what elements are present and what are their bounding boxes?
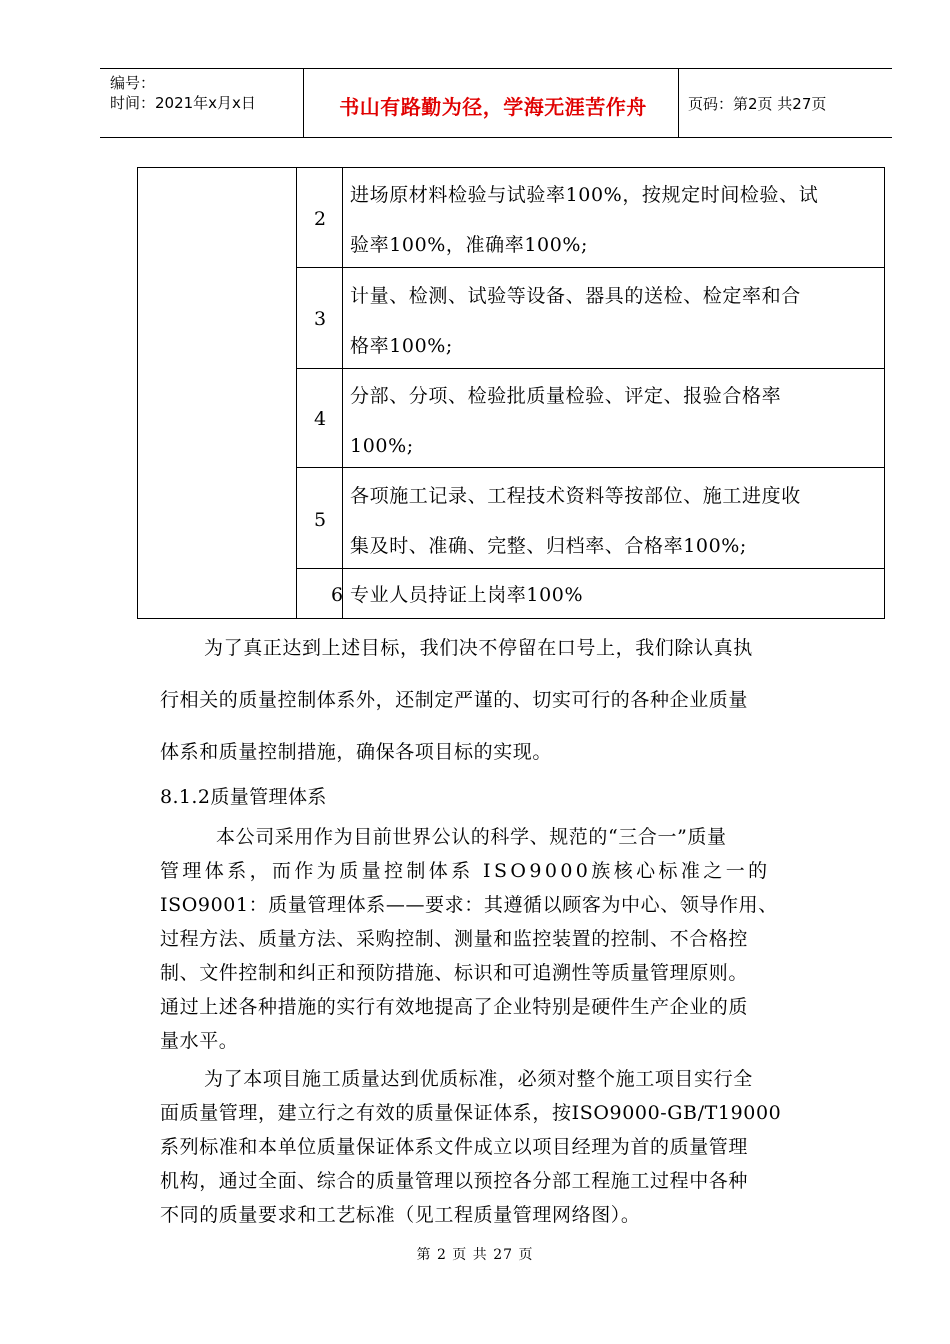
table-cell [350, 371, 880, 471]
text-line: 量水平。 [160, 1030, 239, 1052]
table-cell [350, 570, 880, 620]
paragraph-quality-system [160, 820, 850, 1058]
cell-line: 分部、分项、检验批质量检验、评定、报验合格率 [350, 385, 782, 407]
cell-line: 各项施工记录、工程技术资料等按部位、施工进度收 [350, 485, 801, 507]
text-line: 机构，通过全面、综合的质量管理以预控各分部工程施工过程中各种 [160, 1170, 749, 1192]
header-page-info: 页码：第2页 共27页 [688, 95, 827, 113]
text-line: 行相关的质量控制体系外，还制定严谨的、切实可行的各种企业质量 [160, 689, 749, 711]
text-line: 管理体系，而作为质量控制体系 ISO9000族核心标准之一的 [160, 860, 771, 882]
table-cell [350, 271, 880, 371]
section-heading: 8.1.2质量管理体系 [160, 786, 327, 808]
text-line: 不同的质量要求和工艺标准（见工程质量管理网络图）。 [160, 1204, 641, 1226]
page-footer: 第 2 页 共 27 页 [416, 1247, 534, 1263]
header-divider [303, 69, 304, 137]
text-line: 通过上述各种措施的实行有效地提高了企业特别是硬件生产企业的质 [160, 996, 749, 1018]
row-number: 6 [331, 584, 344, 606]
page-header [100, 68, 892, 138]
cell-line: 计量、检测、试验等设备、器具的送检、检定率和合 [350, 285, 801, 307]
paragraph-project-quality [160, 1062, 850, 1232]
text-line: 制、文件控制和纠正和预防措施、标识和可追溯性等质量管理原则。 [160, 962, 749, 984]
paragraph-targets [160, 622, 850, 778]
text-line: 系列标准和本单位质量保证体系文件成立以项目经理为首的质量管理 [160, 1136, 749, 1158]
text-span: 为了本项目施工质量达到优质标准，必须对整个施工项目实行全 [204, 1068, 753, 1090]
row-number: 4 [314, 408, 327, 430]
cell-line: 格率100%; [350, 335, 453, 357]
row-number: 3 [314, 308, 327, 330]
text-line [160, 1062, 850, 1096]
row-number: 5 [314, 509, 327, 531]
text-line: 为了真正达到上述目标，我们决不停留在口号上，我们除认真执 [204, 637, 753, 659]
header-motto: 书山有路勤为径，学海无涯苦作舟 [339, 95, 647, 119]
table-cell [350, 471, 880, 571]
quality-target-table [137, 167, 885, 619]
text-span: 本公司采用作为目前世界公认的科学、规范的“三合一”质量 [216, 826, 727, 848]
text-line: 过程方法、质量方法、采购控制、测量和监控装置的控制、不合格控 [160, 928, 749, 950]
table-cell [350, 170, 880, 270]
cell-line: 集及时、准确、完整、归档率、合格率100%; [350, 535, 747, 557]
header-meta [110, 73, 256, 113]
text-line: ISO9001：质量管理体系——要求：其遵循以顾客为中心、领导作用、 [160, 894, 778, 916]
cell-line: 验率100%，准确率100%; [350, 234, 589, 256]
cell-line: 专业人员持证上岗率100% [350, 584, 584, 606]
row-number: 2 [314, 208, 327, 230]
cell-line: 100%; [350, 435, 414, 457]
document-time-label: 时间：2021年x月x日 [110, 94, 256, 112]
text-line: 体系和质量控制措施，确保各项目标的实现。 [160, 741, 553, 763]
table-column-divider [342, 168, 343, 618]
cell-line: 进场原材料检验与试验率100%，按规定时间检验、试 [350, 184, 819, 206]
header-divider [678, 69, 679, 137]
text-line [160, 820, 850, 854]
table-column-divider [296, 168, 297, 618]
text-line: 面质量管理，建立行之有效的质量保证体系，按ISO9000-GB/T19000 [160, 1102, 782, 1124]
document-number-label: 编号： [110, 74, 156, 92]
